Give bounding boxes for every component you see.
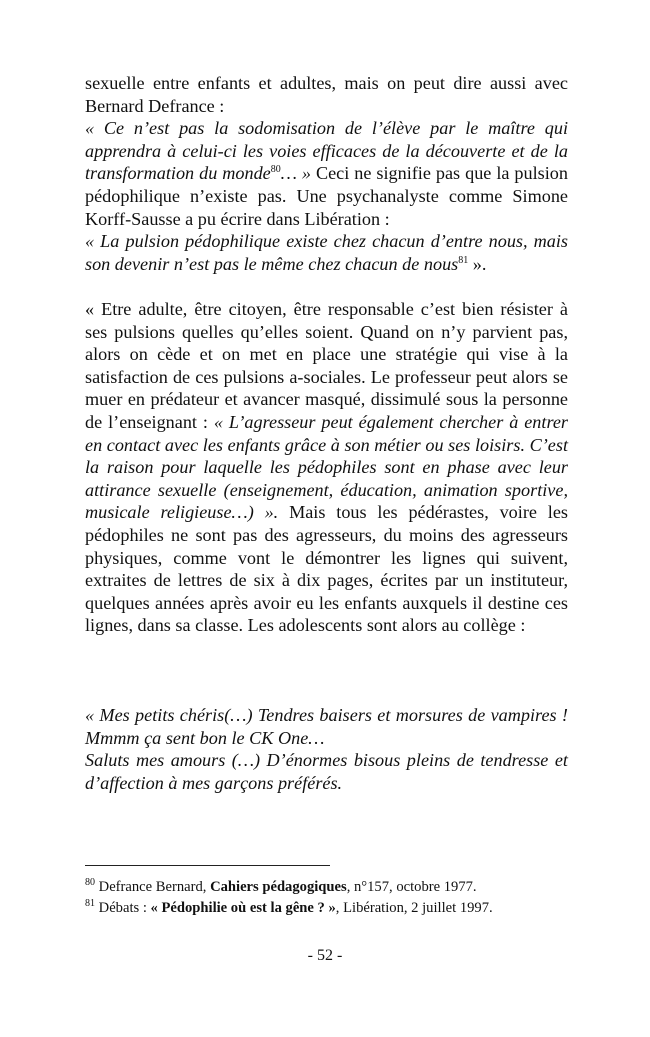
defrance-quote: « Ce n’est pas la sodomisation de l’élève par le maître qui apprendra à celui-ci les voies efficaces de la découverte et de la transformation du monde xyxy=(85,118,568,184)
footnote-text-post: , n°157, octobre 1977. xyxy=(346,879,477,895)
korff-sausse-quote: « La pulsion pédophilique existe chez chacun d’entre nous, mais son devenir n’est pas le même chez chacun de nous xyxy=(85,231,568,274)
p1-intro-text: sexuelle entre enfants et adultes, mais on peut dire aussi avec Bernard Defrance : xyxy=(85,73,568,116)
footnote-ref-80: 80 xyxy=(270,164,281,176)
defrance-quote-end: … » xyxy=(280,163,311,184)
footnote-ref-81: 81 xyxy=(458,254,469,266)
letter-line-1: « Mes petits chéris(…) Tendres baisers et morsures de vampires ! Mmmm ça sent bon le CK One… xyxy=(85,705,568,748)
footnote-title: Cahiers pédagogiques xyxy=(210,879,347,895)
page-number: - 52 - xyxy=(307,947,343,964)
p2-intro-text: « Etre adulte, être citoyen, être responsable c’est bien résister à ses pulsions quelles qu’elles soient. Quand on n’y parvient pas, alors on cède et on met en place une stratégie qui vise à la satisfaction de ces pulsions a-sociales. Le professeur peut alors se muer en prédateur et avancer masqué, dissimulé sous la personne de l’enseignant : xyxy=(85,299,568,432)
footnote-number: 81 xyxy=(85,898,95,910)
p1-middle-text: Ceci ne signifie pas que la pulsion pédophilique n’existe pas. Une psychanalyste comme Simone Korff-Sausse a pu écrire dans Libération : xyxy=(85,163,568,229)
paragraph-2 xyxy=(85,298,568,637)
footnote-text-pre: Defrance Bernard, xyxy=(95,879,211,895)
footnote-text-post: , Libération, 2 juillet 1997. xyxy=(335,900,493,916)
letter-line-2: Saluts mes amours (…) D’énormes bisous pleins de tendresse et d’affection à mes garçons préférés. xyxy=(85,750,568,793)
footnote-separator xyxy=(85,865,330,866)
aggressor-quote: « L’agresseur peut également chercher à entrer en contact avec les enfants grâce à son métier ou ses loisirs. C’est la raison pour laquelle les pédophiles sont en phase avec leur attirance sexuelle (enseignement, éducation, animation sportive, musicale religieuse…) ». xyxy=(85,411,568,523)
footnote-title: « Pédophilie où est la gêne ? » xyxy=(150,900,336,916)
footnote-80 xyxy=(85,878,568,896)
paragraph-3-letter-excerpt xyxy=(85,704,568,794)
footnote-number: 80 xyxy=(85,877,95,889)
p2-closing-text: Mais tous les pédérastes, voire les pédophiles ne sont pas des agresseurs, du moins des agresseurs physiques, comme vont le démontrer les lignes qui suivent, extraites de lettres de six à dix pages, écrites par un instituteur, quelques années après avoir eu les enfants auxquels il destine ces lignes, dans sa classe. Les adolescents sont alors au collège : xyxy=(85,502,568,636)
korff-sausse-quote-end: ». xyxy=(468,253,487,274)
footnote-text-pre: Débats : xyxy=(95,900,151,916)
paragraph-1 xyxy=(85,72,568,275)
footnote-81 xyxy=(85,899,568,917)
